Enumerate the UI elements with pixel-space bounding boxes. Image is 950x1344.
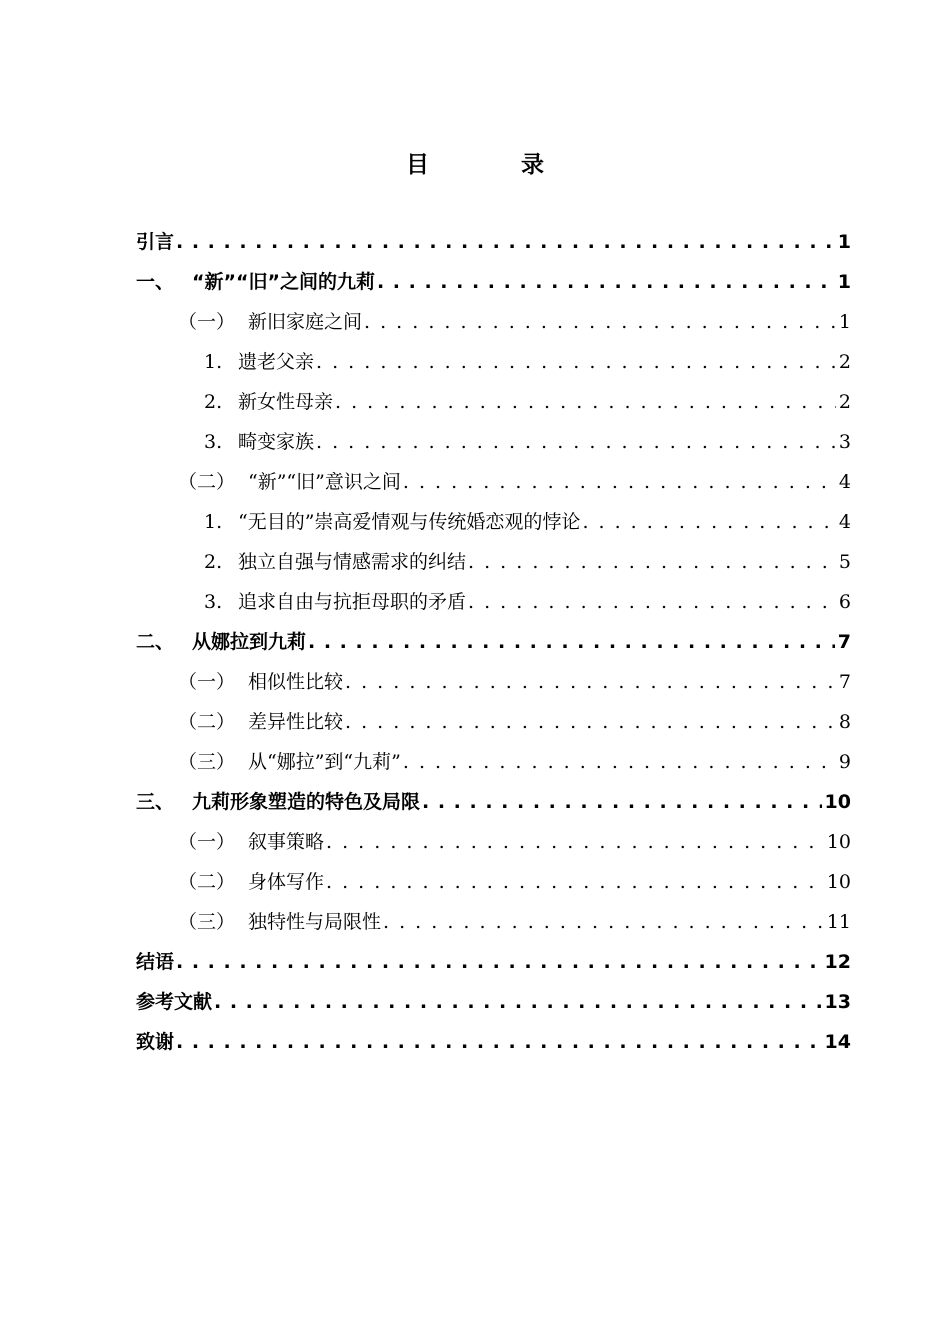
- toc-entry-number: （二）: [178, 871, 236, 893]
- toc-dot-leader: [582, 502, 835, 542]
- toc-entry-label: 从“娜拉”到“九莉”: [248, 751, 401, 773]
- toc-entry-number: （一）: [178, 671, 236, 693]
- toc-entry-label: 叙事策略: [248, 831, 325, 853]
- toc-entry-number: 3.: [204, 591, 223, 613]
- toc-entry-label: “新”“旧”意识之间: [248, 471, 401, 493]
- toc-dot-leader: [345, 662, 836, 702]
- toc-entry-label: 致谢: [136, 1031, 175, 1053]
- toc-entry-label: 引言: [136, 231, 175, 253]
- toc-dot-leader: [468, 542, 836, 582]
- toc-entry[interactable]: [136, 502, 851, 542]
- toc-entry-label: 相似性比较: [248, 671, 344, 693]
- toc-entry[interactable]: [136, 302, 851, 342]
- toc-entry[interactable]: [136, 862, 851, 902]
- toc-page-number: 7: [838, 671, 851, 693]
- toc-dot-leader: [316, 422, 836, 462]
- toc-entry-label: 追求自由与抗拒母职的矛盾: [238, 591, 467, 613]
- toc-page-number: 2: [838, 351, 851, 373]
- toc-entry-label: 遗老父亲: [238, 351, 315, 373]
- toc-entry-label: 新女性母亲: [238, 391, 334, 413]
- toc-dot-leader: [403, 742, 836, 782]
- toc-entry[interactable]: [136, 982, 851, 1022]
- toc-dot-leader: [377, 262, 835, 302]
- toc-entry-label: 身体写作: [248, 871, 325, 893]
- toc-dot-leader: [176, 1022, 822, 1062]
- toc-entry-label: 畸变家族: [238, 431, 315, 453]
- toc-entry[interactable]: [136, 422, 851, 462]
- toc-page-number: 13: [824, 991, 851, 1013]
- toc-page-number: 8: [838, 711, 851, 733]
- toc-page-number: 11: [826, 911, 851, 933]
- toc-page-number: 14: [824, 1031, 851, 1053]
- toc-entry[interactable]: [136, 622, 851, 662]
- toc-page-number: 12: [824, 951, 851, 973]
- toc-entry[interactable]: [136, 382, 851, 422]
- toc-dot-leader: [345, 702, 836, 742]
- toc-entry[interactable]: [136, 902, 851, 942]
- toc-entry[interactable]: [136, 462, 851, 502]
- toc-dot-leader: [176, 942, 822, 982]
- toc-page-number: 7: [837, 631, 851, 653]
- toc-entry-number: 1.: [204, 511, 223, 533]
- toc-title-char-1: 目: [406, 152, 429, 178]
- toc-dot-leader: [326, 822, 824, 862]
- toc-page-number: 3: [838, 431, 851, 453]
- toc-entry[interactable]: [136, 942, 851, 982]
- toc-dot-leader: [335, 382, 836, 422]
- toc-entry[interactable]: [136, 1022, 851, 1062]
- toc-entry-label: 差异性比较: [248, 711, 344, 733]
- toc-entry-label: “新”“旧”之间的九莉: [192, 271, 375, 293]
- toc-page-number: 9: [838, 751, 851, 773]
- toc-entry[interactable]: [136, 542, 851, 582]
- toc-entry[interactable]: [136, 262, 851, 302]
- toc-page-number: 5: [838, 551, 851, 573]
- toc-entry-label: 独立自强与情感需求的纠结: [238, 551, 467, 573]
- toc-page-number: 1: [837, 271, 851, 293]
- toc-entry-label: “无目的”崇高爱情观与传统婚恋观的悖论: [238, 511, 581, 533]
- toc-page-number: 4: [838, 471, 851, 493]
- toc-entry[interactable]: [136, 782, 851, 822]
- toc-entry-number: 2.: [204, 551, 223, 573]
- toc-entry-number: （一）: [178, 831, 236, 853]
- toc-entry-label: 结语: [136, 951, 175, 973]
- toc-entry-number: （二）: [178, 471, 236, 493]
- toc-entry-number: （三）: [178, 751, 236, 773]
- toc-dot-leader: [383, 902, 824, 942]
- toc-title: [0, 146, 950, 179]
- toc-page-number: 1: [838, 311, 851, 333]
- toc-page-number: 2: [838, 391, 851, 413]
- toc-dot-leader: [308, 622, 835, 662]
- toc-dot-leader: [403, 462, 836, 502]
- toc-entry-number: 2.: [204, 391, 223, 413]
- toc-entry-number: 1.: [204, 351, 223, 373]
- toc-dot-leader: [468, 582, 836, 622]
- toc-dot-leader: [326, 862, 824, 902]
- toc-entry-label: 九莉形象塑造的特色及局限: [192, 791, 421, 813]
- toc-entry[interactable]: [136, 662, 851, 702]
- toc-page-number: 10: [824, 791, 851, 813]
- toc-title-char-2: 录: [521, 152, 544, 178]
- toc-entry-number: 二、: [136, 631, 175, 653]
- toc-dot-leader: [176, 222, 835, 262]
- toc-dot-leader: [316, 342, 836, 382]
- toc-page-number: 1: [837, 231, 851, 253]
- toc-entry[interactable]: [136, 822, 851, 862]
- toc-page-number: 6: [838, 591, 851, 613]
- toc-entry-label: 从娜拉到九莉: [192, 631, 307, 653]
- toc-entry[interactable]: [136, 222, 851, 262]
- toc-entry-number: （一）: [178, 311, 236, 333]
- toc-entry[interactable]: [136, 582, 851, 622]
- toc-page-number: 10: [826, 831, 851, 853]
- toc-entry-number: 一、: [136, 271, 175, 293]
- toc-page-number: 4: [838, 511, 851, 533]
- toc-entry-number: 三、: [136, 791, 175, 813]
- toc-entry-number: （三）: [178, 911, 236, 933]
- toc-entry-label: 参考文献: [136, 991, 213, 1013]
- toc-entry-label: 独特性与局限性: [248, 911, 382, 933]
- table-of-contents: [136, 222, 851, 1062]
- toc-entry[interactable]: [136, 702, 851, 742]
- toc-entry-number: 3.: [204, 431, 223, 453]
- toc-dot-leader: [214, 982, 822, 1022]
- toc-page-number: 10: [826, 871, 851, 893]
- toc-entry[interactable]: [136, 342, 851, 382]
- toc-dot-leader: [422, 782, 822, 822]
- toc-entry-label: 新旧家庭之间: [248, 311, 363, 333]
- toc-entry-number: （二）: [178, 711, 236, 733]
- toc-dot-leader: [364, 302, 836, 342]
- toc-entry[interactable]: [136, 742, 851, 782]
